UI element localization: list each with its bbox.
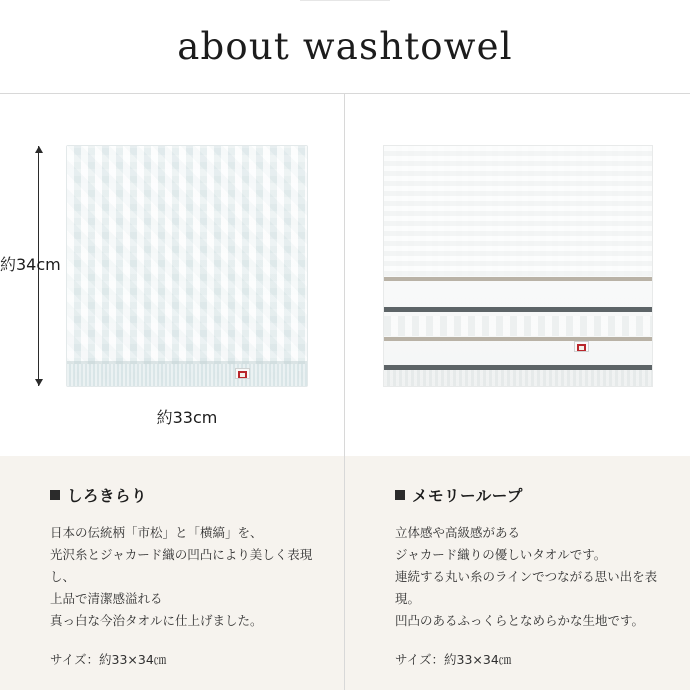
towel-loop-texture (384, 146, 652, 276)
product-size-shirokirari: サイズ：約33×34㎝ (50, 652, 167, 667)
description-line: ジャカード織りの優しいタオルです。 (395, 547, 607, 562)
product-info-panel-shirokirari (0, 456, 344, 690)
product-title-row-shirokirari (50, 484, 316, 506)
product-info-panel-memory-loop (345, 456, 690, 690)
imabari-towel-brand-tag (574, 341, 589, 352)
towel-bottom-weave (384, 370, 652, 386)
brand-mark-icon (238, 371, 247, 379)
brand-mark-icon (577, 344, 586, 352)
description-line: 日本の伝統柄「市松」と「横縞」を、 (50, 525, 263, 540)
description-line: 上品で清潔感溢れる (50, 591, 163, 606)
product-title-memory-loop: メモリーループ (412, 487, 523, 505)
product-description-memory-loop (395, 522, 662, 632)
description-line: 真っ白な今治タオルに仕上げました。 (50, 613, 263, 628)
towel-fringe (67, 364, 307, 386)
description-line: 連続する丸い糸のラインでつながる思い出を表現。 (395, 569, 658, 606)
towel-stripe-light-top (384, 277, 652, 281)
product-description-shirokirari (50, 522, 316, 632)
page-title: about washtowel (177, 25, 513, 68)
imabari-towel-brand-tag (235, 368, 250, 379)
height-dimension-label: 約34cm (0, 255, 61, 274)
product-columns (0, 94, 690, 690)
square-bullet-icon (395, 490, 405, 500)
memory-loop-towel-photo (384, 146, 652, 386)
description-line: 凹凸のあるふっくらとなめらかな生地です。 (395, 613, 645, 628)
description-line: 光沢糸とジャカード織の凹凸により美しく表現し、 (50, 547, 313, 584)
product-image-area-shirokirari (0, 94, 344, 456)
width-dimension-text: 約33cm (151, 408, 224, 427)
towel-jacquard-band (384, 316, 652, 336)
product-column-memory-loop (345, 94, 690, 690)
product-title-shirokirari: しろきらり (67, 487, 148, 505)
page-header (0, 0, 690, 94)
square-bullet-icon (50, 490, 60, 500)
towel-stripe-light-bottom (384, 337, 652, 341)
towel-stripe-dark-top (384, 307, 652, 312)
product-size-memory-loop: サイズ：約33×34㎝ (395, 652, 512, 667)
width-dimension-label (67, 405, 307, 428)
description-line: 立体感や高級感がある (395, 525, 521, 540)
product-image-area-memory-loop (345, 94, 690, 456)
product-column-shirokirari (0, 94, 345, 690)
product-title-row-memory-loop (395, 484, 662, 506)
